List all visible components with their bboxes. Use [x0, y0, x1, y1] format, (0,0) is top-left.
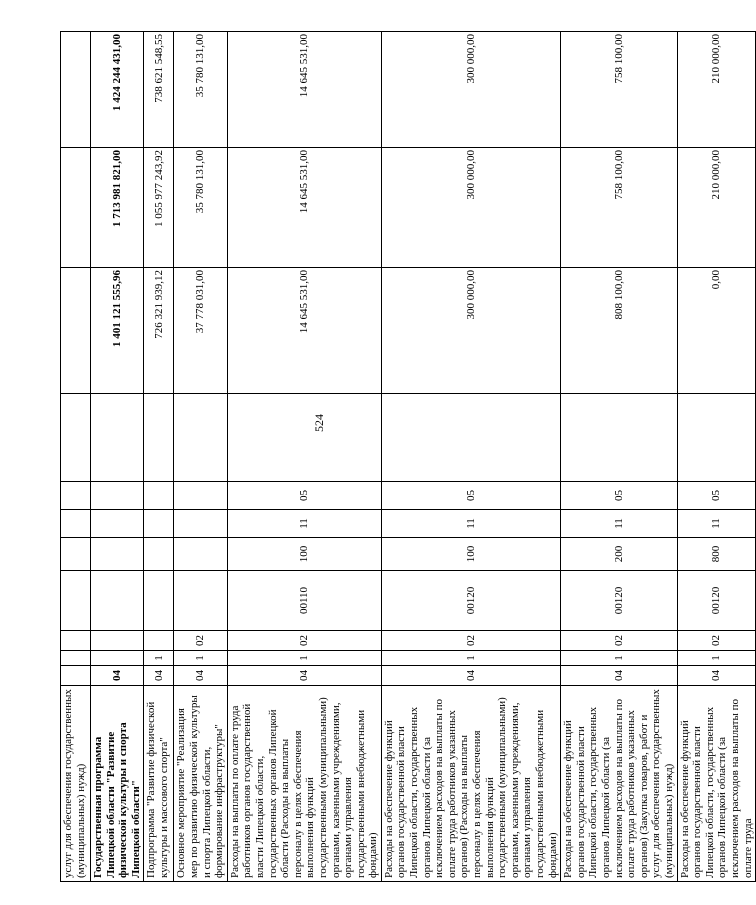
- program-code: 02: [174, 631, 227, 651]
- subprogram-code: [174, 571, 227, 631]
- sum-2022: 758 100,00: [561, 32, 677, 148]
- kosgu-code-2: [227, 394, 381, 482]
- program-code: 02: [381, 631, 560, 651]
- row-name: Государственная программа Липецкой области "Развитие физической культуры и спорта Липецкой области": [91, 686, 144, 882]
- sum-2020: 0,00: [677, 268, 756, 394]
- section-code: 04: [381, 666, 560, 686]
- sum-2020: 300 000,00: [381, 268, 560, 394]
- direction-code: [61, 538, 91, 571]
- row-name: Подпрограмма "Развитие физической культуры и массового спорта": [144, 686, 174, 882]
- sum-2020: 808 100,00: [561, 268, 677, 394]
- table-row: [227, 32, 381, 882]
- sum-2022: [61, 32, 91, 148]
- direction-code: 100: [227, 538, 381, 571]
- sum-2020: 726 321 939,12: [144, 268, 174, 394]
- table-row: [144, 32, 174, 882]
- program-code: 02: [677, 631, 756, 651]
- table-row: [381, 32, 560, 882]
- subprogram-code: 00120: [561, 571, 677, 631]
- subsection-code: 1: [677, 651, 756, 666]
- sum-2021: 300 000,00: [381, 148, 560, 268]
- direction-code: 200: [561, 538, 677, 571]
- expense-type-code: [91, 510, 144, 538]
- kosgu-code-1: [174, 482, 227, 510]
- section-code: 04: [227, 666, 381, 686]
- program-code: 02: [561, 631, 677, 651]
- section-code: 04: [677, 666, 756, 686]
- direction-code: 800: [677, 538, 756, 571]
- direction-code: [144, 538, 174, 571]
- expense-type-code: 11: [227, 510, 381, 538]
- table-body: [61, 32, 756, 882]
- program-code: 02: [227, 631, 381, 651]
- direction-code: 100: [381, 538, 560, 571]
- expense-type-code: 11: [381, 510, 560, 538]
- kosgu-code-2: [144, 394, 174, 482]
- subsection-code: 1: [144, 651, 174, 666]
- expense-type-code: 11: [677, 510, 756, 538]
- subsection-code: [91, 651, 144, 666]
- kosgu-code-2: [561, 394, 677, 482]
- row-name: Основное мероприятие "Реализация мер по развитию физической культуры и спорта Липецкой области, формирование инфраструктуры": [174, 686, 227, 882]
- program-code: [91, 631, 144, 651]
- sum-2022: 738 621 548,55: [144, 32, 174, 148]
- expense-type-code: [61, 510, 91, 538]
- row-name: услуг для обеспечения государственных (муниципальных) нужд): [61, 686, 91, 882]
- sum-2021: 210 000,00: [677, 148, 756, 268]
- kosgu-code-1: 05: [227, 482, 381, 510]
- sum-2022: 210 000,00: [677, 32, 756, 148]
- table-row: [174, 32, 227, 882]
- sum-2021: 14 645 531,00: [227, 148, 381, 268]
- kosgu-code-1: [144, 482, 174, 510]
- sum-2021: 758 100,00: [561, 148, 677, 268]
- subsection-code: 1: [561, 651, 677, 666]
- sum-2022: 300 000,00: [381, 32, 560, 148]
- expense-type-code: [144, 510, 174, 538]
- kosgu-code-1: [61, 482, 91, 510]
- expense-type-code: [174, 510, 227, 538]
- kosgu-code-2: [174, 394, 227, 482]
- section-code: 04: [174, 666, 227, 686]
- subprogram-code: [91, 571, 144, 631]
- sum-2022: 1 424 244 431,00: [91, 32, 144, 148]
- subsection-code: 1: [227, 651, 381, 666]
- row-name: Расходы на выплаты по оплате труда работников органов государственной власти Липецкой области, государственных органов Липецкой области (Расходы на выплаты персоналу в целях обеспечения выполнения функций государственными (муниципальными) органами, казенными учреждениями, органами управления государственными внебюджетными фондами): [227, 686, 381, 882]
- subprogram-code: 00120: [381, 571, 560, 631]
- subprogram-code: [61, 571, 91, 631]
- sum-2020: [61, 268, 91, 394]
- sum-2022: 35 780 131,00: [174, 32, 227, 148]
- program-code: [144, 631, 174, 651]
- subprogram-code: 00110: [227, 571, 381, 631]
- sum-2021: [61, 148, 91, 268]
- section-code: 04: [91, 666, 144, 686]
- sum-2020: 14 645 531,00: [227, 268, 381, 394]
- subsection-code: [61, 651, 91, 666]
- expense-type-code: 11: [561, 510, 677, 538]
- direction-code: [91, 538, 144, 571]
- kosgu-code-2: [91, 394, 144, 482]
- kosgu-code-1: [91, 482, 144, 510]
- row-name: Расходы на обеспечение функций органов государственной власти Липецкой области, государственных органов Липецкой области (за исключением расходов на выплаты по оплате труда: [677, 686, 756, 882]
- kosgu-code-1: 05: [381, 482, 560, 510]
- direction-code: [174, 538, 227, 571]
- subprogram-code: [144, 571, 174, 631]
- sum-2021: 1 713 981 821,00: [91, 148, 144, 268]
- budget-table-sheet: [60, 32, 754, 882]
- table-row: [677, 32, 756, 882]
- kosgu-code-1: 05: [677, 482, 756, 510]
- sum-2021: 1 055 977 243,92: [144, 148, 174, 268]
- kosgu-code-2: [61, 394, 91, 482]
- sum-2022: 14 645 531,00: [227, 32, 381, 148]
- table-row: [91, 32, 144, 882]
- section-code: [61, 666, 91, 686]
- table-row: [61, 32, 91, 882]
- kosgu-code-1: 05: [561, 482, 677, 510]
- subprogram-code: 00120: [677, 571, 756, 631]
- table-row: [561, 32, 677, 882]
- budget-table: [60, 31, 756, 882]
- row-name: Расходы на обеспечение функций органов государственной власти Липецкой области, государственных органов Липецкой области (за исключением расходов на выплаты по оплате труда работников указанных органов) (Расходы на выплаты персоналу в целях обеспечения выполнения функций государственными (муниципальными) органами, казенными учреждениями, органами управления государственными внебюджетными фондами): [381, 686, 560, 882]
- program-code: [61, 631, 91, 651]
- section-code: 04: [144, 666, 174, 686]
- sum-2020: 37 778 031,00: [174, 268, 227, 394]
- sum-2020: 1 401 121 555,96: [91, 268, 144, 394]
- kosgu-code-2: [677, 394, 756, 482]
- subsection-code: 1: [174, 651, 227, 666]
- row-name: Расходы на обеспечение функций органов государственной власти Липецкой области, государственных органов Липецкой области (за исключением расходов на выплаты по оплате труда работников указанных органов) (Закупка товаров, работ и услуг для обеспечения государственных (муниципальных) нужд): [561, 686, 677, 882]
- subsection-code: 1: [381, 651, 560, 666]
- kosgu-code-2: [381, 394, 560, 482]
- section-code: 04: [561, 666, 677, 686]
- page-number: 524: [312, 414, 326, 432]
- sum-2021: 35 780 131,00: [174, 148, 227, 268]
